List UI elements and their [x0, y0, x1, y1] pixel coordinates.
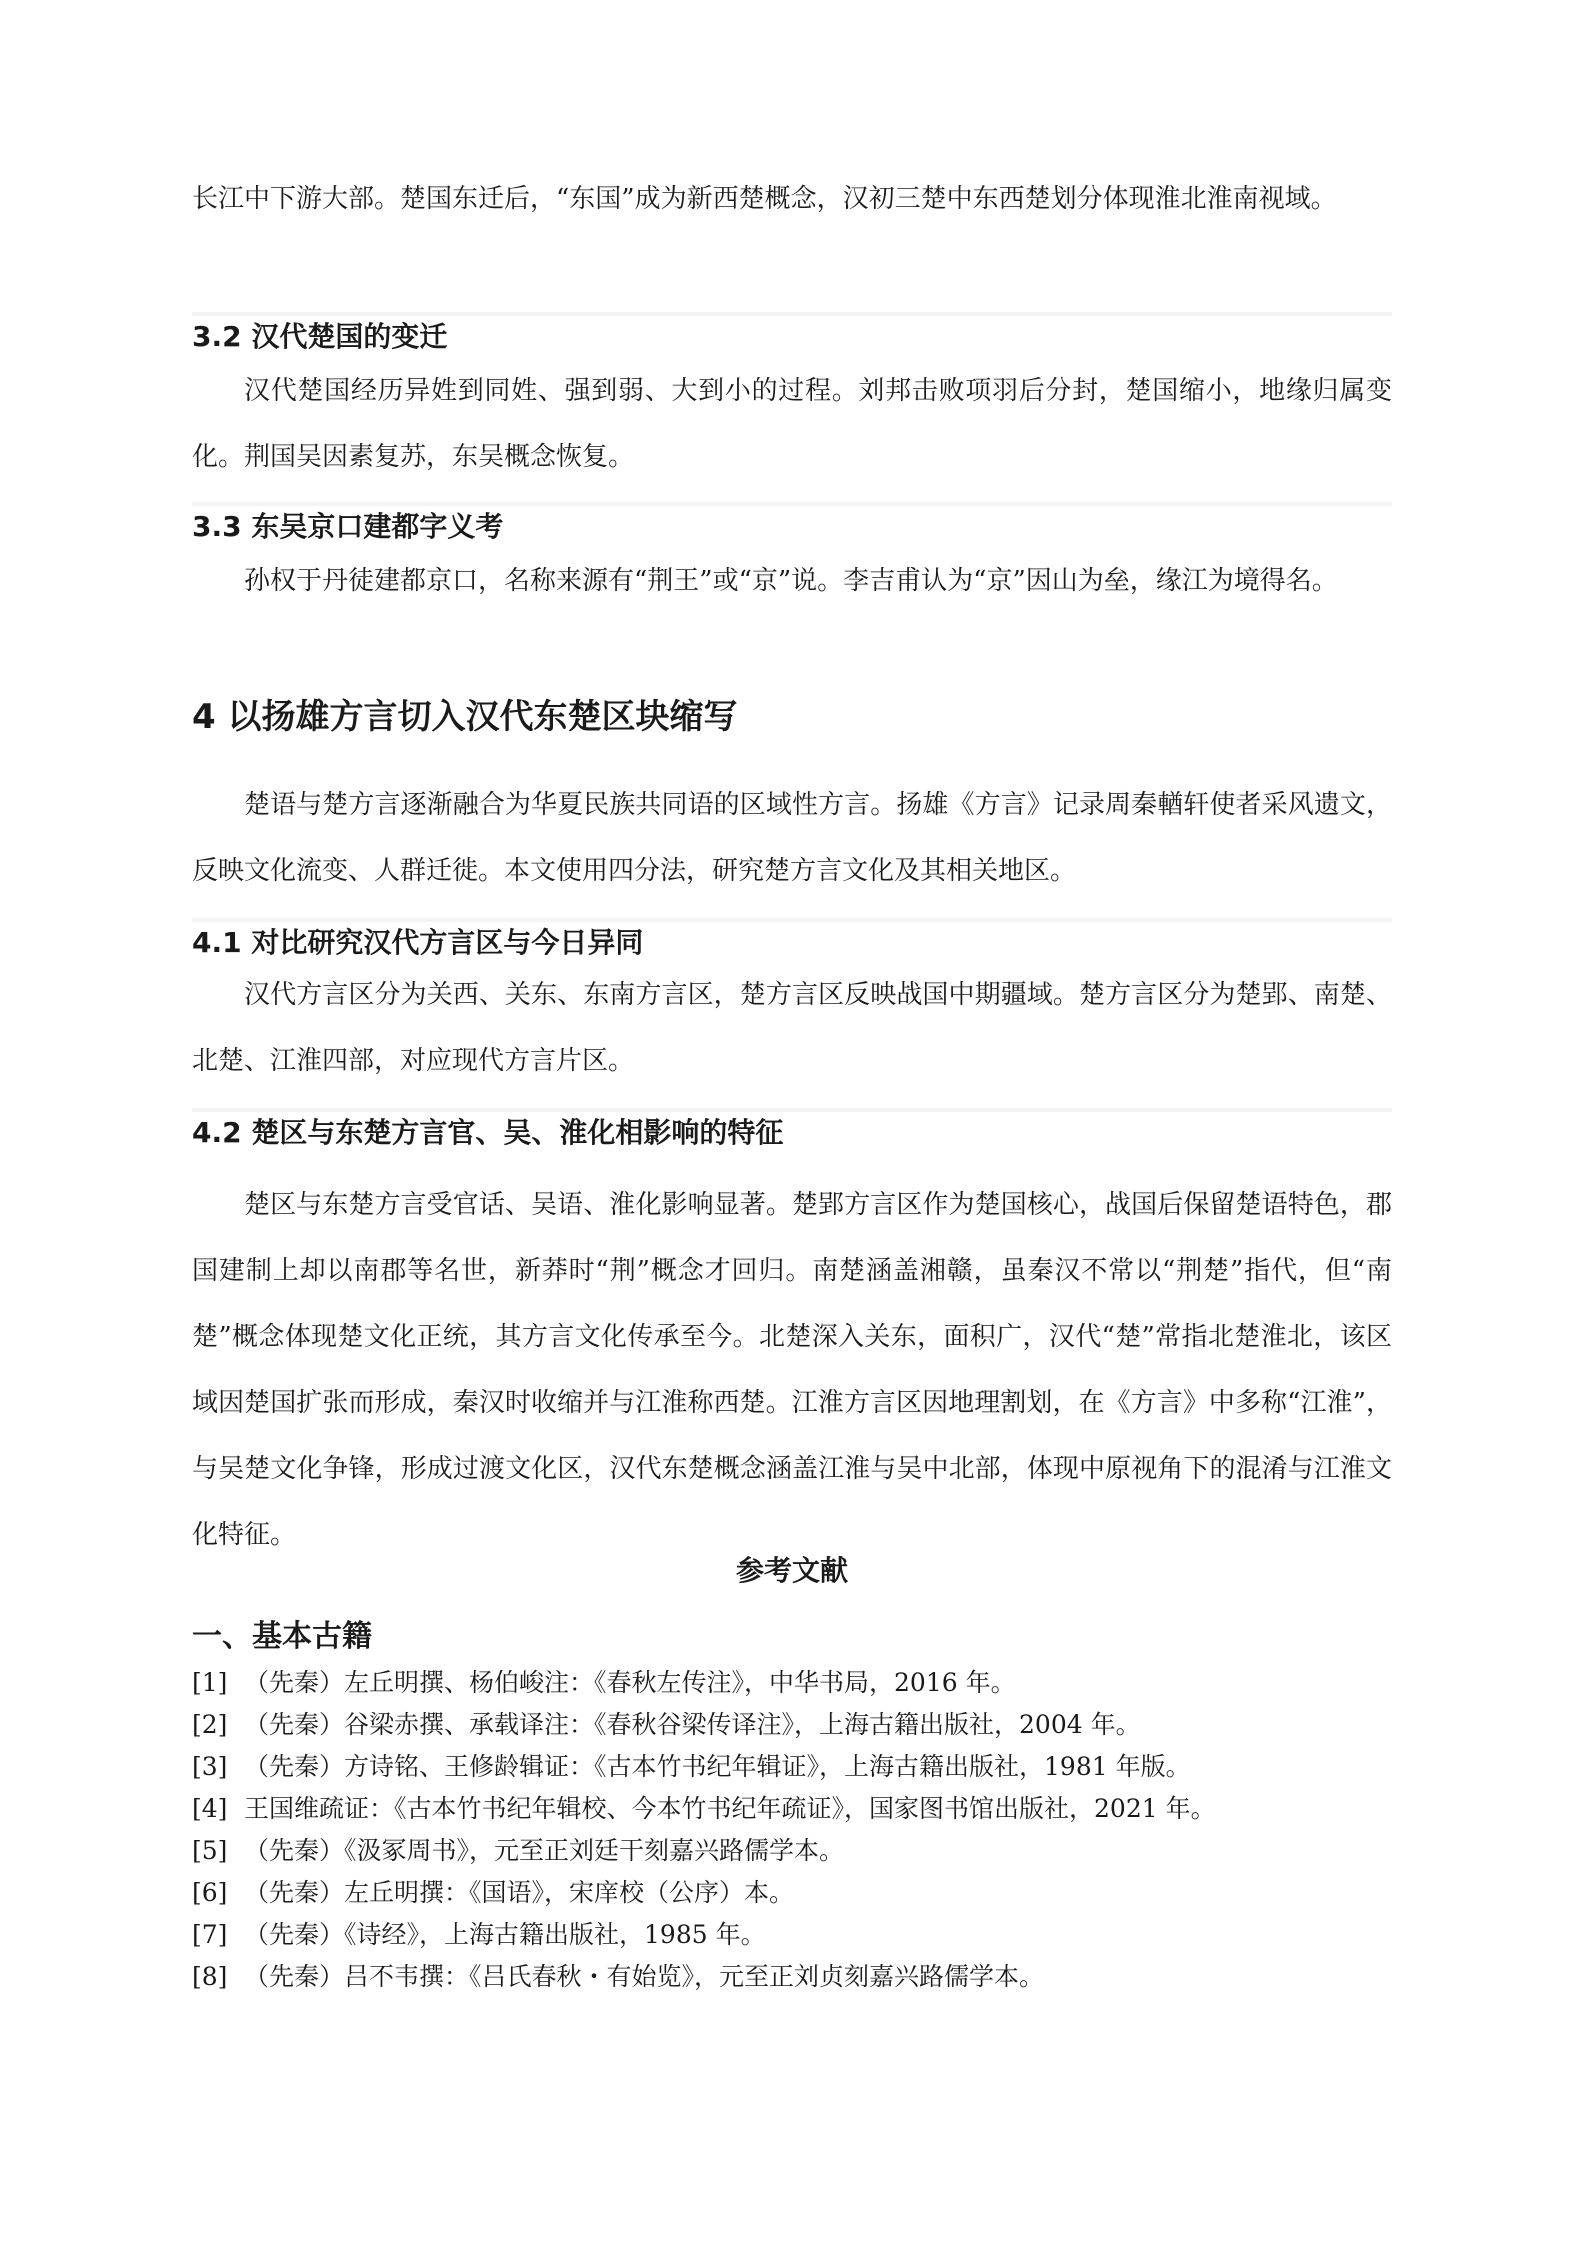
section-3-2-body: 汉代楚国经历异姓到同姓、强到弱、大到小的过程。刘邦击败项羽后分封，楚国缩小，地缘归属变化。荆国吴因素复苏，东吴概念恢复。 [192, 376, 1392, 472]
section-4-1-body: 汉代方言区分为关西、关东、东南方言区，楚方言区反映战国中期疆域。楚方言区分为楚郢、南楚、北楚、江淮四部，对应现代方言片区。 [192, 980, 1392, 1076]
reference-text: （先秦）方诗铭、王修龄辑证：《古本竹书纪年辑证》，上海古籍出版社，1981 年版。 [244, 1752, 1191, 1781]
section-4-1-heading: 4.1 对比研究汉代方言区与今日异同 [192, 918, 1392, 968]
reference-text: （先秦）吕不韦撰：《吕氏春秋・有始览》，元至正刘贞刻嘉兴路儒学本。 [244, 1962, 1045, 1991]
reference-number: [3] [192, 1752, 228, 1781]
reference-item [192, 1956, 1392, 1998]
reference-text: （先秦）谷梁赤撰、承载译注：《春秋谷梁传译注》，上海古籍出版社，2004 年。 [244, 1710, 1141, 1739]
reference-text: （先秦）左丘明撰、杨伯峻注：《春秋左传注》，中华书局，2016 年。 [244, 1668, 1016, 1697]
section-4-body: 楚语与楚方言逐渐融合为华夏民族共同语的区域性方言。扬雄《方言》记录周秦輶轩使者采风遗文，反映文化流变、人群迁徙。本文使用四分法，研究楚方言文化及其相关地区。 [192, 790, 1392, 886]
reference-item [192, 1914, 1392, 1956]
reference-item [192, 1746, 1392, 1788]
intro-paragraph: 长江中下游大部。楚国东迁后，“东国”成为新西楚概念，汉初三楚中东西楚划分体现淮北淮南视域。 [192, 184, 1337, 214]
reference-number: [5] [192, 1836, 228, 1865]
section-4-heading: 4 以扬雄方言切入汉代东楚区块缩写 [192, 697, 738, 737]
reference-number: [8] [192, 1962, 228, 1991]
references-heading: 参考文献 [735, 1554, 848, 1587]
reference-item [192, 1830, 1392, 1872]
reference-number: [6] [192, 1878, 228, 1907]
reference-text: 王国维疏证：《古本竹书纪年辑校、今本竹书纪年疏证》，国家图书馆出版社，2021 年。 [244, 1794, 1216, 1823]
references-category: 一、基本古籍 [192, 1619, 372, 1654]
reference-number: [2] [192, 1710, 228, 1739]
section-3-3-body: 孙权于丹徒建都京口，名称来源有“荆王”或“京”说。李吉甫认为“京”因山为垒，缘江为境得名。 [244, 566, 1338, 596]
reference-item [192, 1788, 1392, 1830]
reference-item [192, 1872, 1392, 1914]
reference-item [192, 1662, 1392, 1704]
reference-number: [7] [192, 1920, 228, 1949]
reference-text: （先秦）左丘明撰：《国语》，宋庠校（公序）本。 [244, 1878, 795, 1907]
reference-list [192, 1662, 1392, 1998]
section-4-2-heading: 4.2 楚区与东楚方言官、吴、淮化相影响的特征 [192, 1108, 1392, 1158]
section-4-2-body: 楚区与东楚方言受官话、吴语、淮化影响显著。楚郢方言区作为楚国核心，战国后保留楚语特色，郡国建制上却以南郡等名世，新莽时“荆”概念才回归。南楚涵盖湘赣，虽秦汉不常以“荆楚”指代，但“南楚”概念体现楚文化正统，其方言文化传承至今。北楚深入关东，面积广，汉代“楚”常指北楚淮北，该区域因楚国扩张而形成，秦汉时收缩并与江淮称西楚。江淮方言区因地理割划，在《方言》中多称“江淮”，与吴楚文化争锋，形成过渡文化区，汉代东楚概念涵盖江淮与吴中北部，体现中原视角下的混淆与江淮文化特征。 [192, 1190, 1392, 1550]
reference-text: （先秦）《诗经》，上海古籍出版社，1985 年。 [244, 1920, 766, 1949]
reference-text: （先秦）《汲冢周书》，元至正刘廷干刻嘉兴路儒学本。 [244, 1836, 845, 1865]
reference-number: [1] [192, 1668, 228, 1697]
section-3-3-heading: 3.3 东吴京口建都字义考 [192, 502, 1392, 552]
section-3-2-heading: 3.2 汉代楚国的变迁 [192, 312, 1392, 362]
reference-number: [4] [192, 1794, 228, 1823]
reference-item [192, 1704, 1392, 1746]
